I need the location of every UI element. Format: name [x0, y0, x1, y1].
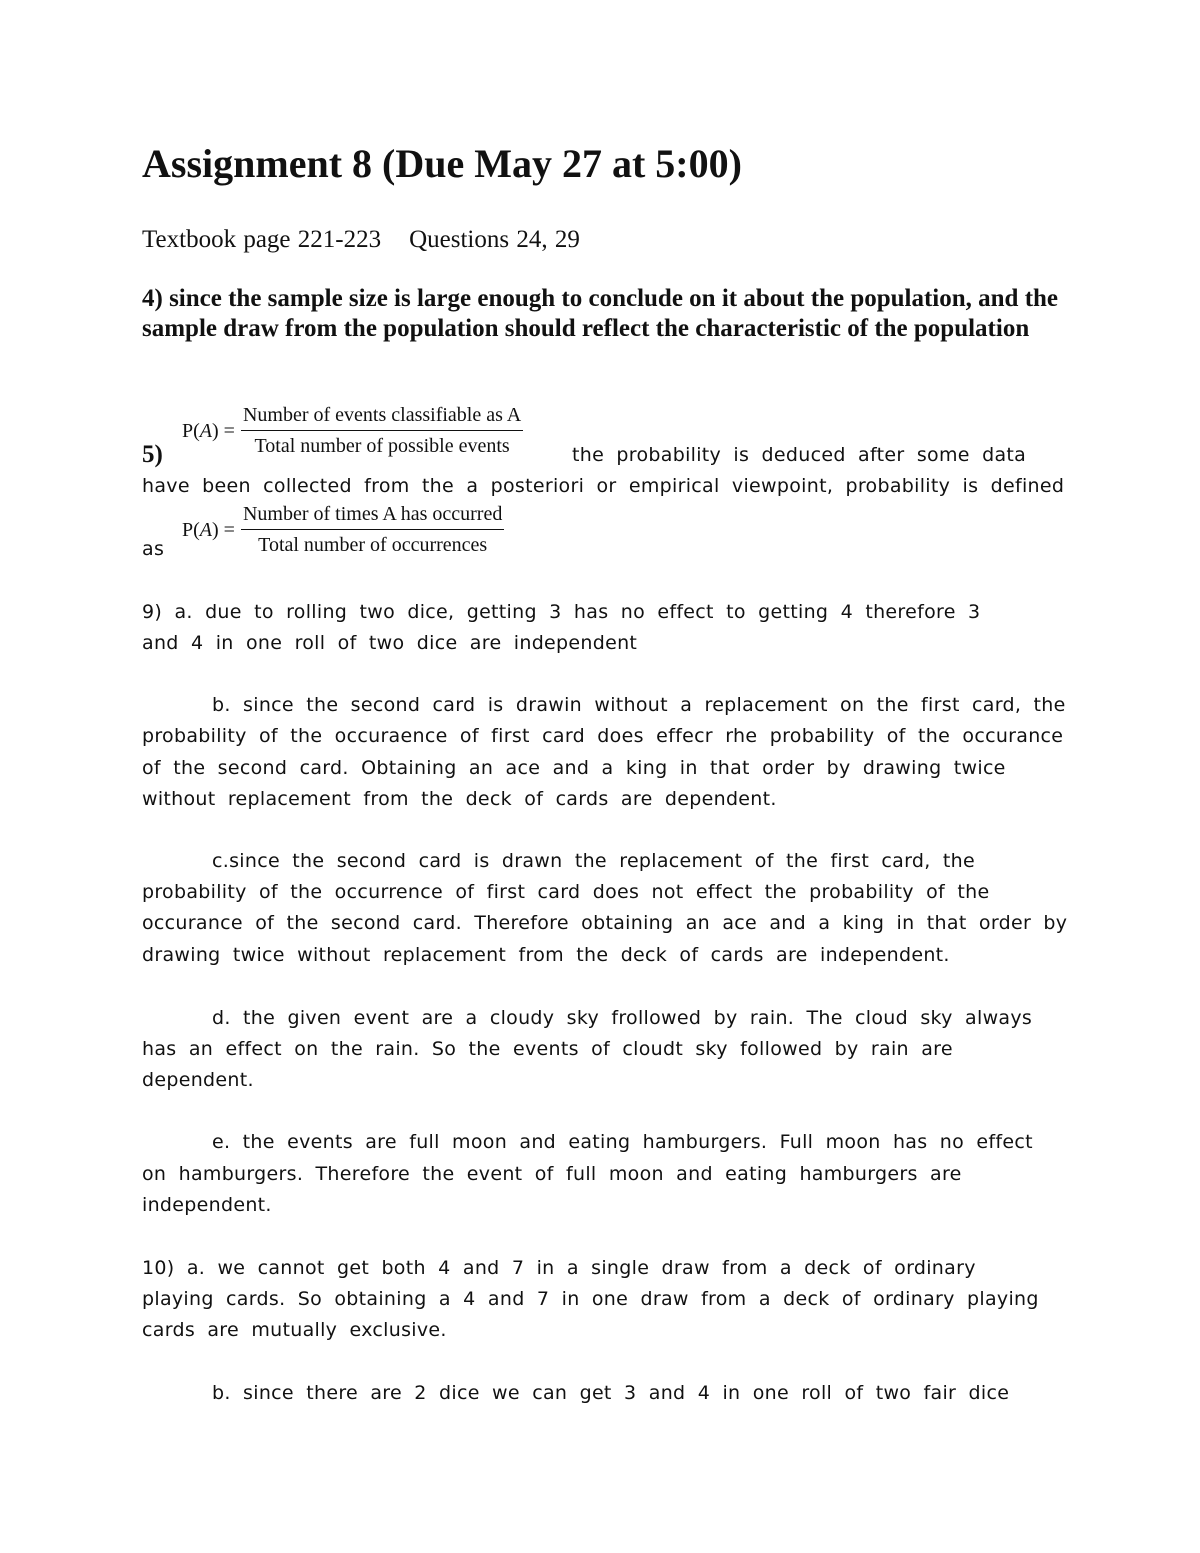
textbook-pages: Textbook page 221-223: [142, 226, 382, 253]
textbook-questions: Questions 24, 29: [409, 226, 580, 253]
answer-5-number: 5): [142, 441, 163, 468]
answer-10a-line3: cards are mutually exclusive.: [142, 1319, 447, 1341]
answer-9d-line3: dependent.: [142, 1069, 254, 1091]
answer-9c-line3: occurance of the second card. Therefore obtaining an ace and a king in that order by: [142, 912, 1068, 934]
answer-10a-line2: playing cards. So obtaining a 4 and 7 in one draw from a deck of ordinary playing: [142, 1288, 1039, 1310]
answer-9c-line2: probability of the occurrence of first card does not effect the probability of the: [142, 881, 990, 903]
answer-9e-line2: on hamburgers. Therefore the event of full moon and eating hamburgers are: [142, 1163, 962, 1185]
formula-numerator: Number of times A has occurred: [241, 503, 504, 530]
answer-9c-line1: c.since the second card is drawn the replacement of the first card, the: [212, 850, 976, 872]
answer-9a-line2: and 4 in one roll of two dice are independent: [142, 632, 638, 654]
answer-9b-line4: without replacement from the deck of cards are dependent.: [142, 788, 777, 810]
answer-9a-line1: 9) a. due to rolling two dice, getting 3 has no effect to getting 4 therefore 3: [142, 601, 981, 623]
textbook-reference: [142, 223, 580, 257]
answer-5-text-line2: have been collected from the a posteriori or empirical viewpoint, probability is defined: [142, 475, 1065, 497]
assignment-title: Assignment 8 (Due May 27 at 5:00): [142, 141, 742, 186]
probability-formula-empirical: [182, 503, 504, 557]
answer-4: 4) since the sample size is large enough to conclude on it about the population, and the sample draw from the population should reflect the characteristic of the population: [142, 285, 1059, 342]
answer-9e-line1: e. the events are full moon and eating hamburgers. Full moon has no effect: [212, 1131, 1033, 1153]
answer-9b-line1: b. since the second card is drawin without a replacement on the first card, the: [212, 694, 1066, 716]
answer-9b-line2: probability of the occuraence of first card does effecr rhe probability of the occurance: [142, 725, 1064, 747]
formula-lhs: P(A) =: [182, 518, 235, 541]
answer-10b-line1: b. since there are 2 dice we can get 3 and 4 in one roll of two fair dice: [212, 1382, 1010, 1404]
answer-5-as-label: as: [142, 538, 165, 560]
formula-denominator: Total number of possible events: [254, 435, 510, 457]
answer-9d-line2: has an effect on the rain. So the events of cloudt sky followed by rain are: [142, 1038, 953, 1060]
formula-denominator: Total number of occurrences: [258, 534, 488, 556]
answer-9b-line3: of the second card. Obtaining an ace and a king in that order by drawing twice: [142, 757, 1006, 779]
answer-9c-line4: drawing twice without replacement from the deck of cards are independent.: [142, 944, 950, 966]
answer-9d-line1: d. the given event are a cloudy sky frollowed by rain. The cloud sky always: [212, 1007, 1033, 1029]
formula-lhs: P(A) =: [182, 419, 235, 442]
formula-numerator: Number of events classifiable as A: [241, 404, 523, 431]
answer-9e-line3: independent.: [142, 1194, 272, 1216]
probability-formula-classical: [182, 404, 523, 458]
answer-10a-line1: 10) a. we cannot get both 4 and 7 in a single draw from a deck of ordinary: [142, 1257, 976, 1279]
answer-5-text-line1: the probability is deduced after some data: [572, 444, 1027, 466]
